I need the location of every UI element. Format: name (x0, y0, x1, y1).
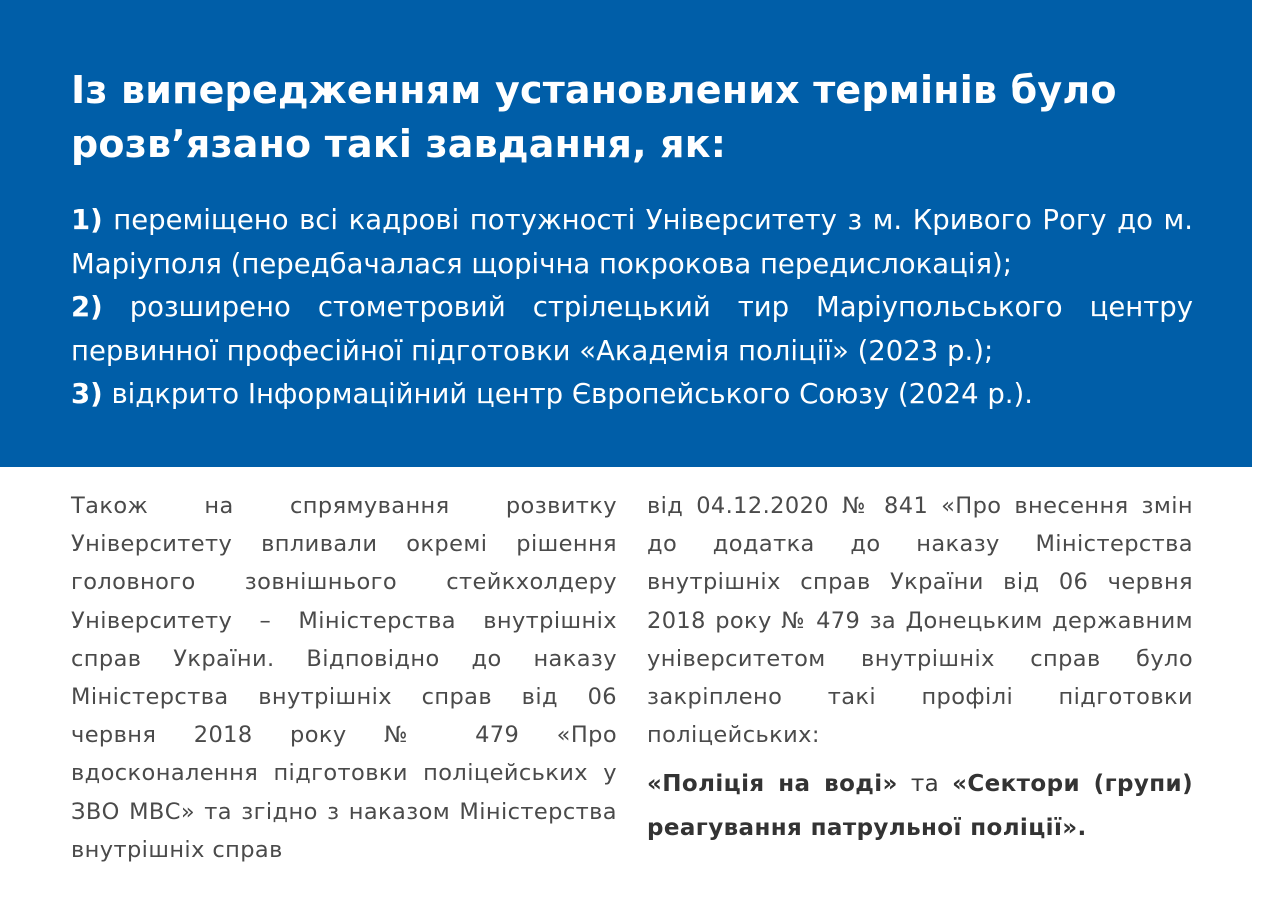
task-text: переміщено всі кадрові потужності Університету з м. Кривого Рогу до м. Маріуполя (передбачалася щорічна покрокова передислокація); (71, 204, 1193, 280)
training-profiles (647, 762, 1193, 850)
task-number: 3) (71, 378, 103, 410)
right-paragraph: від 04.12.2020 № 841 «Про внесення змін до додатка до наказу Міністерства внутрішніх справ України від 06 червня 2018 року № 479 за Донецьким державним університетом внутрішніх справ було закріплено такі профілі підготовки поліцейських: (647, 493, 1193, 749)
task-number: 2) (71, 291, 103, 323)
task-number: 1) (71, 204, 103, 236)
banner-title: Із випередженням установлених термінів було розв’язано такі завдання, як: (71, 68, 1117, 166)
task-text: відкрито Інформаційний центр Європейського Союзу (2024 р.). (102, 378, 1034, 410)
task-list (71, 199, 1193, 417)
profile-connector: та (897, 771, 953, 798)
profile-patrol-response: «Сектори (групи) реагування патрульної поліції». (647, 771, 1193, 842)
task-item-2 (71, 286, 1193, 373)
profile-water-police: «Поліція на воді» (647, 771, 898, 798)
body-column-left (71, 487, 617, 869)
body-column-right (647, 487, 1193, 850)
task-item-3 (71, 373, 1193, 417)
left-paragraph: Також на спрямування розвитку Університету впливали окремі рішення головного зовнішнього стейкхолдеру Університету – Міністерства внутрішніх справ України. Відповідно до наказу Міністерства внутрішніх справ від 06 червня 2018 року № 479 «Про вдосконалення підготовки поліцейських у ЗВО МВС» та згідно з наказом Міністерства внутрішніх справ (71, 493, 617, 863)
task-text: розширено стометровий стрілецький тир Маріупольського центру первинної професійної підготовки «Академія поліції» (2023 р.); (71, 291, 1193, 367)
task-item-1 (71, 199, 1193, 286)
